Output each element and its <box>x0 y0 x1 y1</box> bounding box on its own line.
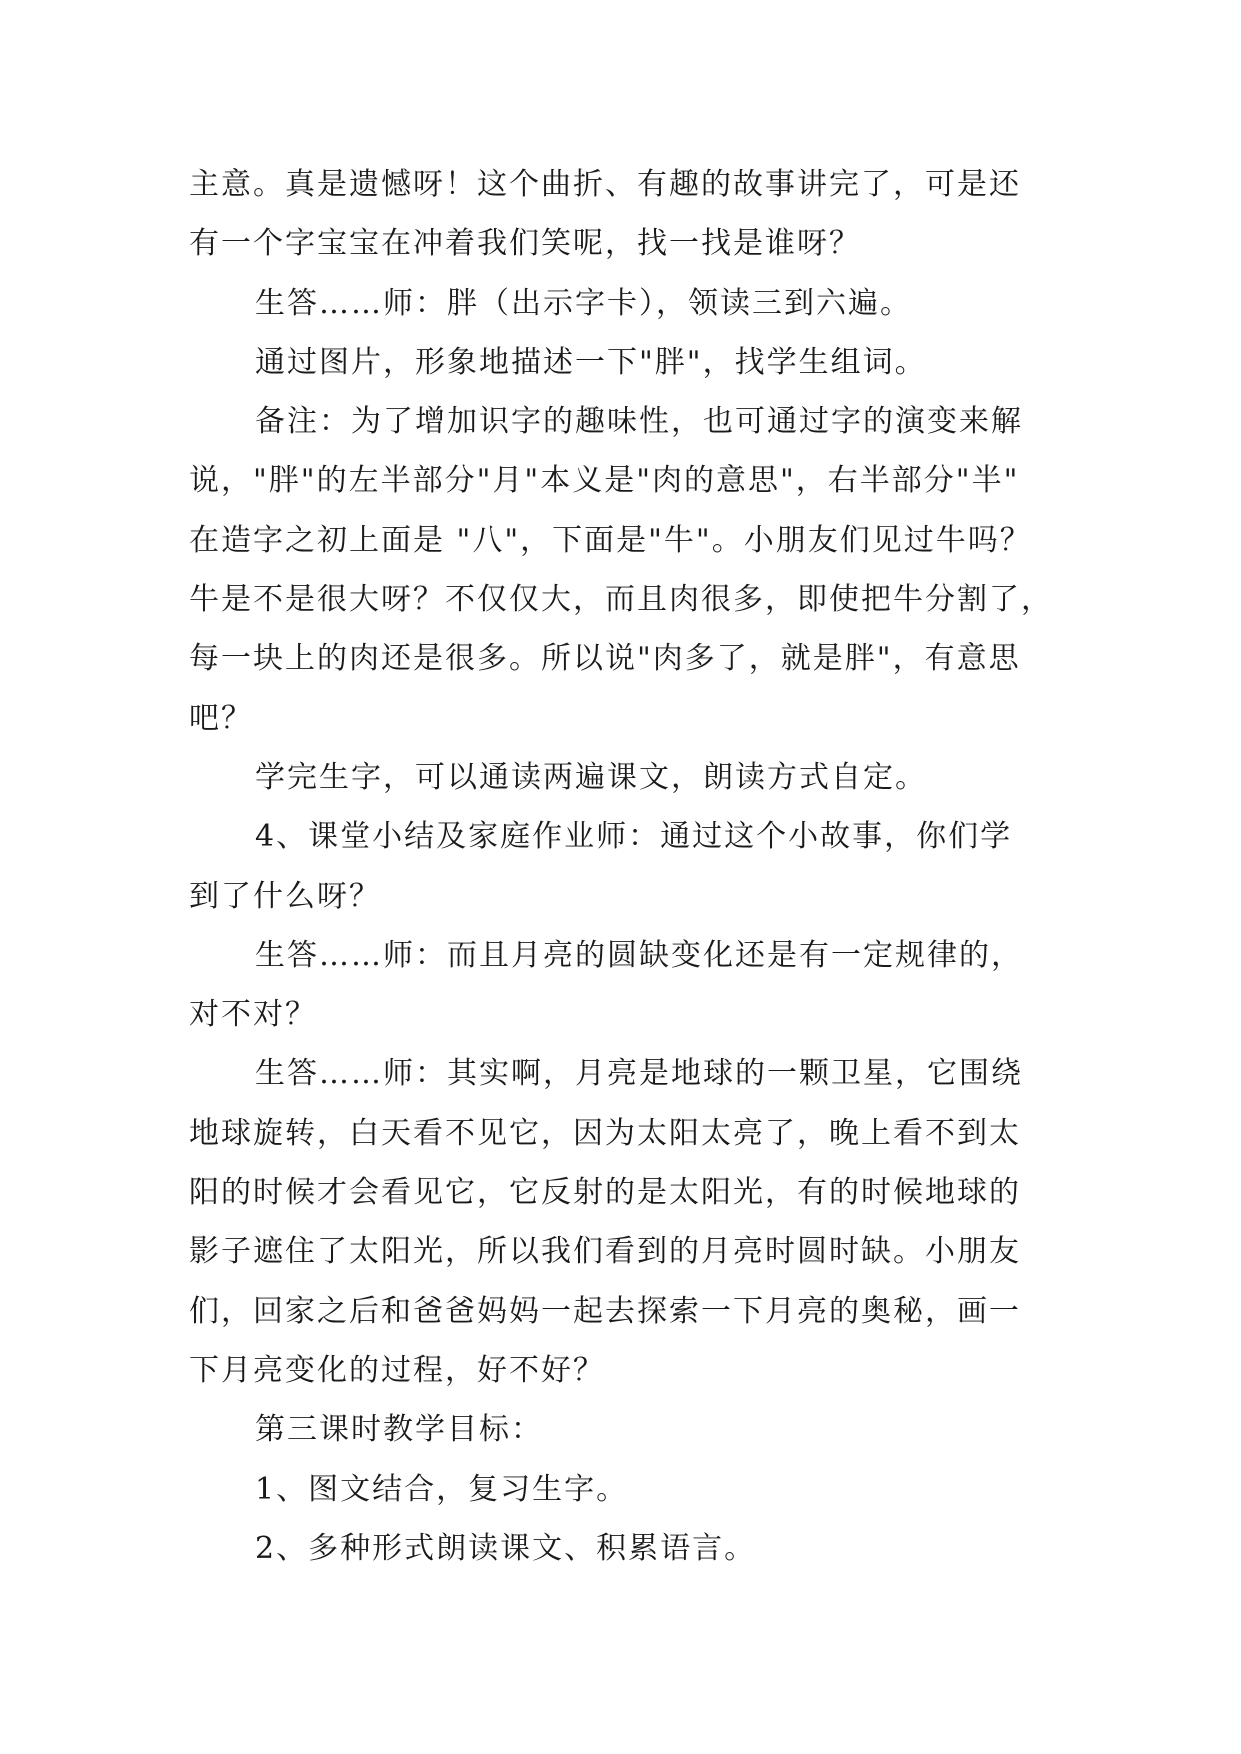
text-line: 对不对？ <box>189 997 317 1033</box>
text-line: 们，回家之后和爸爸妈妈一起去探索一下月亮的奥秘，画一 <box>189 1293 1021 1329</box>
text-line: 在造字之初上面是 "八"，下面是"牛"。小朋友们见过牛吗？ <box>189 522 1032 558</box>
text-line: 生答……师：而且月亮的圆缺变化还是有一定规律的， <box>255 937 1023 973</box>
text-line: 阳的时候才会看见它，它反射的是太阳光，有的时候地球的 <box>189 1175 1021 1211</box>
text-line: 主意。真是遗憾呀！这个曲折、有趣的故事讲完了，可是还 <box>189 167 1021 202</box>
text-line: 说，"胖"的左半部分"月"本义是"肉的意思"，右半部分"半" <box>189 463 1020 499</box>
text-line: 到了什么呀？ <box>189 878 381 914</box>
text-line: 牛是不是很大呀？不仅仅大，而且肉很多，即使把牛分割了， <box>189 582 1053 618</box>
text-line: 通过图片，形象地描述一下"胖"，找学生组词。 <box>255 344 927 380</box>
text-line: 地球旋转，白天看不见它，因为太阳太亮了，晚上看不到太 <box>189 1115 1021 1151</box>
text-line: 生答……师：胖（出示字卡），领读三到六遍。 <box>255 285 912 321</box>
text-line: 备注：为了增加识字的趣味性，也可通过字的演变来解 <box>255 404 1023 440</box>
text-line: 下月亮变化的过程，好不好？ <box>189 1352 605 1388</box>
text-line: 每一块上的肉还是很多。所以说"肉多了，就是胖"，有意思 <box>189 641 1021 677</box>
text-line: 2、多种形式朗读课文、积累语言。 <box>255 1530 757 1566</box>
text-line: 影子遮住了太阳光，所以我们看到的月亮时圆时缺。小朋友 <box>189 1234 1021 1270</box>
text-line: 4、课堂小结及家庭作业师：通过这个小故事，你们学 <box>255 819 1013 855</box>
text-line: 吧？ <box>189 700 253 736</box>
text-line: 有一个字宝宝在冲着我们笑呢，找一找是谁呀？ <box>189 226 861 262</box>
text-line: 生答……师：其实啊，月亮是地球的一颗卫星，它围绕 <box>255 1056 1023 1092</box>
text-line: 1、图文结合，复习生字。 <box>255 1471 629 1507</box>
text-line: 学完生字，可以通读两遍课文，朗读方式自定。 <box>255 759 927 795</box>
document-body <box>189 155 1089 1578</box>
text-line: 第三课时教学目标： <box>255 1412 543 1448</box>
